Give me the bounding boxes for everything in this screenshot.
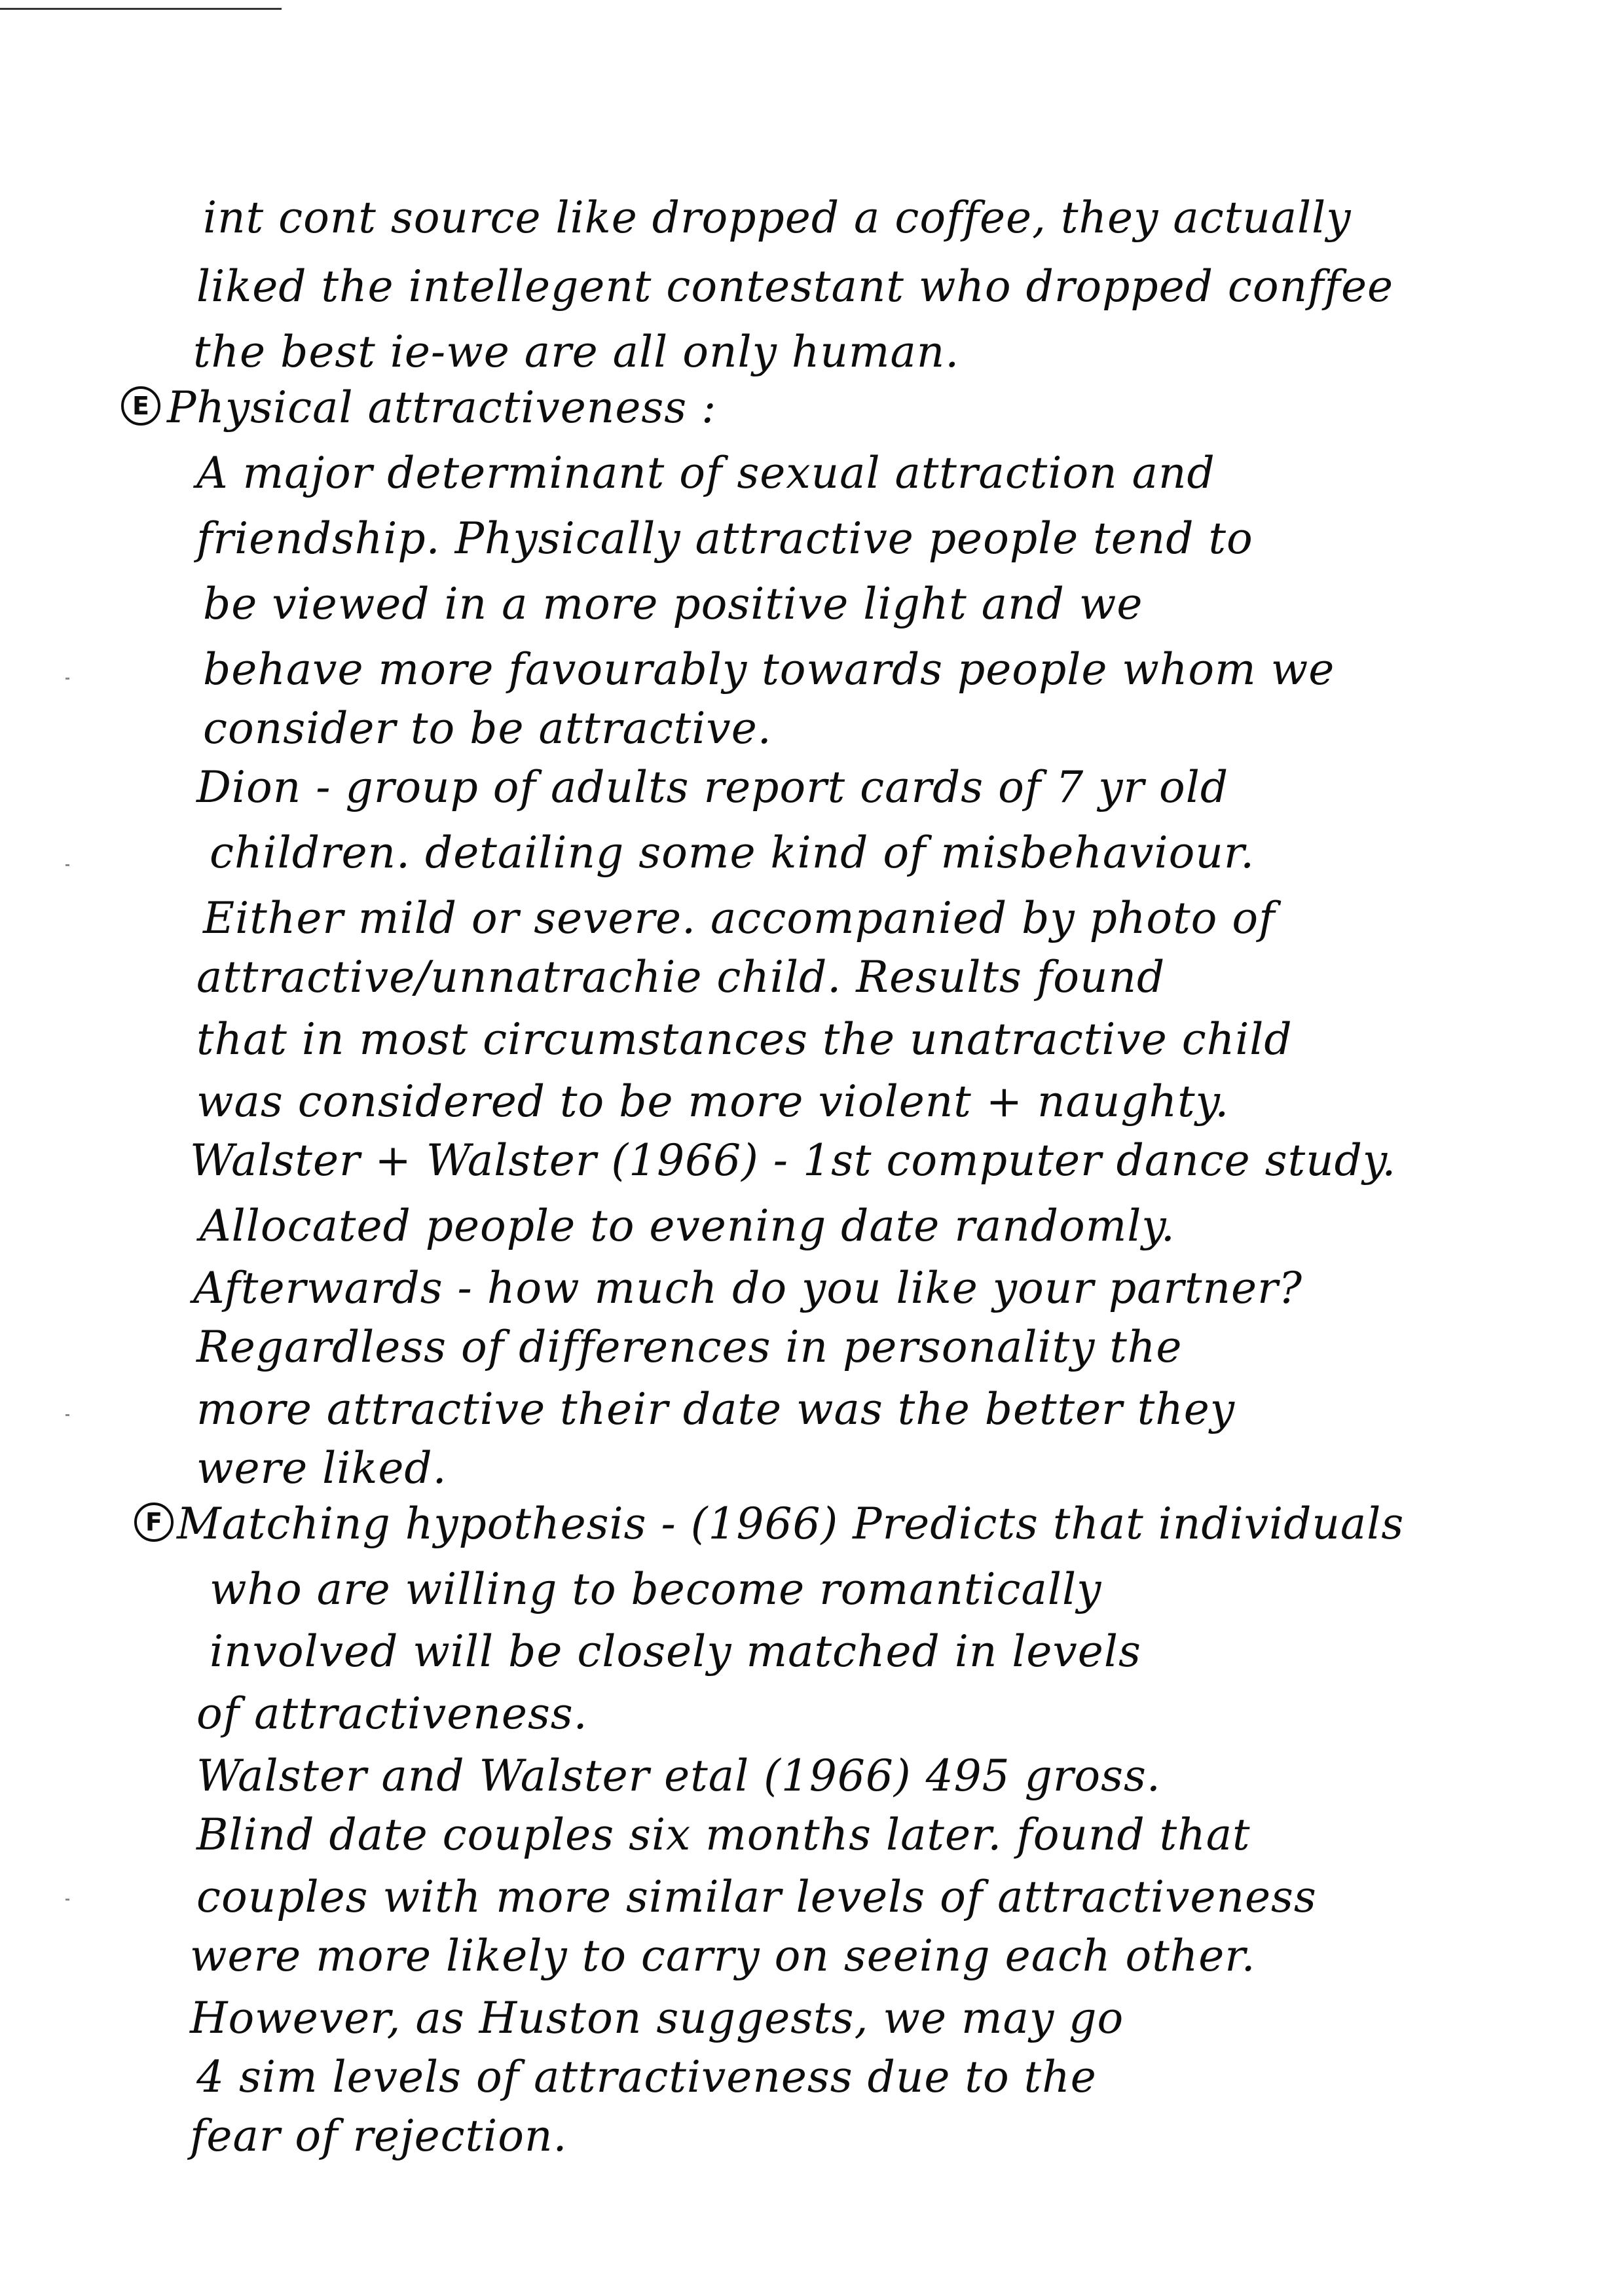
note-line: liked the intellegent contestant who dropped conffee bbox=[196, 261, 1394, 312]
note-line: fear of rejection. bbox=[190, 2111, 568, 2161]
note-line: that in most circumstances the unatractive child bbox=[196, 1014, 1293, 1065]
margin-mark bbox=[65, 1899, 69, 1901]
section-bullet-e: E bbox=[121, 386, 160, 426]
note-line: was considered to be more violent + naughty. bbox=[196, 1076, 1230, 1127]
note-line: be viewed in a more positive light and we bbox=[203, 579, 1143, 629]
margin-mark bbox=[65, 1414, 69, 1416]
note-line: Dion - group of adults report cards of 7 yr old bbox=[196, 762, 1229, 812]
note-line: int cont source like dropped a coffee, they actually bbox=[203, 192, 1352, 243]
note-line: of attractiveness. bbox=[196, 1688, 588, 1739]
note-line: However, as Huston suggests, we may go bbox=[190, 1993, 1124, 2043]
section-heading: Physical attractiveness : bbox=[167, 382, 717, 433]
note-line: 4 sim levels of attractiveness due to the bbox=[196, 2052, 1097, 2102]
note-line: couples with more similar levels of attractiveness bbox=[196, 1872, 1317, 1922]
note-line: the best ie-we are all only human. bbox=[193, 327, 960, 377]
note-line: Afterwards - how much do you like your partner? bbox=[193, 1263, 1303, 1313]
note-line: Allocated people to evening date randomly. bbox=[200, 1201, 1175, 1251]
top-edge-rule bbox=[0, 8, 282, 10]
note-line: Blind date couples six months later. found that bbox=[196, 1810, 1251, 1860]
note-line: Regardless of differences in personality the bbox=[196, 1322, 1183, 1372]
note-line: consider to be attractive. bbox=[203, 703, 772, 754]
note-line: involved will be closely matched in levels bbox=[210, 1626, 1141, 1677]
note-line: friendship. Physically attractive people tend to bbox=[196, 513, 1253, 564]
section-bullet-f: F bbox=[134, 1503, 174, 1542]
note-line: were more likely to carry on seeing each other. bbox=[190, 1931, 1256, 1981]
margin-mark bbox=[65, 678, 69, 680]
note-line: A major determinant of sexual attraction and bbox=[196, 448, 1215, 498]
section-heading: Matching hypothesis - (1966) Predicts that individuals bbox=[177, 1499, 1405, 1549]
note-line: Either mild or severe. accompanied by photo of bbox=[203, 893, 1276, 943]
note-line: behave more favourably towards people whom we bbox=[203, 644, 1335, 695]
note-line: attractive/unnatrachie child. Results found bbox=[196, 952, 1166, 1002]
note-line: Walster and Walster etal (1966) 495 gross. bbox=[196, 1751, 1161, 1801]
margin-mark bbox=[65, 864, 69, 866]
note-line: more attractive their date was the better they bbox=[196, 1384, 1236, 1434]
note-line: Walster + Walster (1966) - 1st computer dance study. bbox=[190, 1135, 1397, 1186]
note-line: children. detailing some kind of misbehaviour. bbox=[210, 828, 1255, 878]
note-line: were liked. bbox=[196, 1443, 447, 1493]
note-line: who are willing to become romantically bbox=[210, 1564, 1102, 1614]
